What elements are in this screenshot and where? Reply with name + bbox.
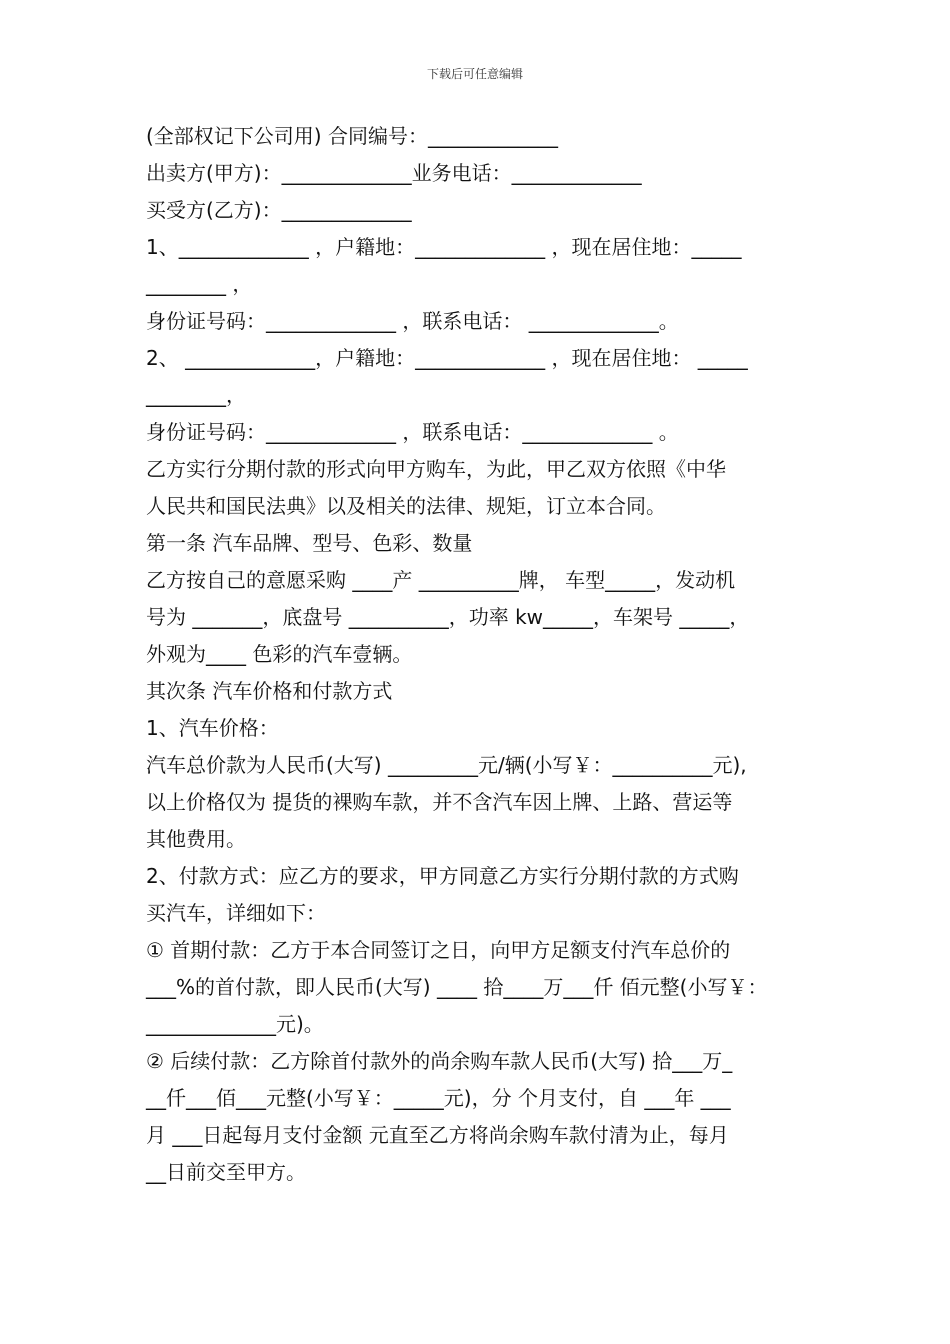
buyer-1-line: 1、_____________ ，户籍地：_____________ ，现在居住地：_____ — [146, 235, 742, 259]
later-payment-line-1: ② 后续付款：乙方除首付款外的尚余购车款人民币(大写) 拾___万_ — [146, 1049, 733, 1073]
buyer-2-line-cont: ________， — [146, 383, 246, 407]
first-payment-line-1: ① 首期付款：乙方于本合同签订之日，向甲方足额支付汽车总价的 — [146, 938, 731, 962]
article-1-heading: 第一条 汽车品牌、型号、色彩、数量 — [146, 531, 473, 555]
preamble-line-2: 人民共和国民法典》以及相关的法律、规矩，订立本合同。 — [146, 494, 666, 518]
payment-method-line-2: 买汽车，详细如下： — [146, 901, 326, 925]
contract-number-line: (全部权记下公司用) 合同编号：_____________ — [146, 124, 558, 148]
buyer-2-line: 2、 _____________，户籍地：_____________ ，现在居住地： _____ — [146, 346, 748, 370]
buyer-1-id-line: 身份证号码：_____________ ，联系电话： _____________。 — [146, 309, 679, 333]
buyer-2-id-line: 身份证号码：_____________ ，联系电话：_____________ 。 — [146, 420, 679, 444]
price-subheading: 1、汽车价格： — [146, 716, 279, 740]
article-2-heading: 其次条 汽车价格和付款方式 — [146, 679, 393, 703]
preamble-line-1: 乙方实行分期付款的形式向甲方购车，为此，甲乙双方依照《中华 — [146, 457, 726, 481]
price-line-3: 其他费用。 — [146, 827, 246, 851]
later-payment-line-2: __仟___佰___元整(小写￥：_____元)，分 个月支付，自 ___年 ___ — [146, 1086, 731, 1110]
buyer-1-line-cont: ________ ， — [146, 272, 253, 296]
first-payment-line-3: _____________元)。 — [146, 1012, 324, 1036]
later-payment-line-3: 月 ___日起每月支付金额 元直至乙方将尚余购车款付清为止，每月 — [146, 1123, 729, 1147]
later-payment-line-4: __日前交至甲方。 — [146, 1160, 306, 1184]
buyer-line: 买受方(乙方)：_____________ — [146, 198, 412, 222]
first-payment-line-2: ___%的首付款，即人民币(大写) ____ 拾____万___仟 佰元整(小写￥： — [146, 975, 768, 999]
price-line-2: 以上价格仅为 提货的裸购车款，并不含汽车因上牌、上路、营运等 — [146, 790, 733, 814]
price-line-1: 汽车总价款为人民币(大写) _________元/辆(小写￥：__________元), — [146, 753, 747, 777]
article-1-line-3: 外观为____ 色彩的汽车壹辆。 — [146, 642, 413, 666]
seller-line: 出卖方(甲方)：_____________业务电话：_____________ — [146, 161, 642, 185]
article-1-line-1: 乙方按自己的意愿采购 ____产 __________牌， 车型_____，发动机 — [146, 568, 736, 592]
page-header: 下载后可任意编辑 — [426, 67, 523, 81]
payment-method-line-1: 2、付款方式：应乙方的要求，甲方同意乙方实行分期付款的方式购 — [146, 864, 739, 888]
document-body — [146, 118, 826, 1191]
article-1-line-2: 号为 _______，底盘号 __________，功率 kw_____，车架号 _____， — [146, 605, 750, 629]
